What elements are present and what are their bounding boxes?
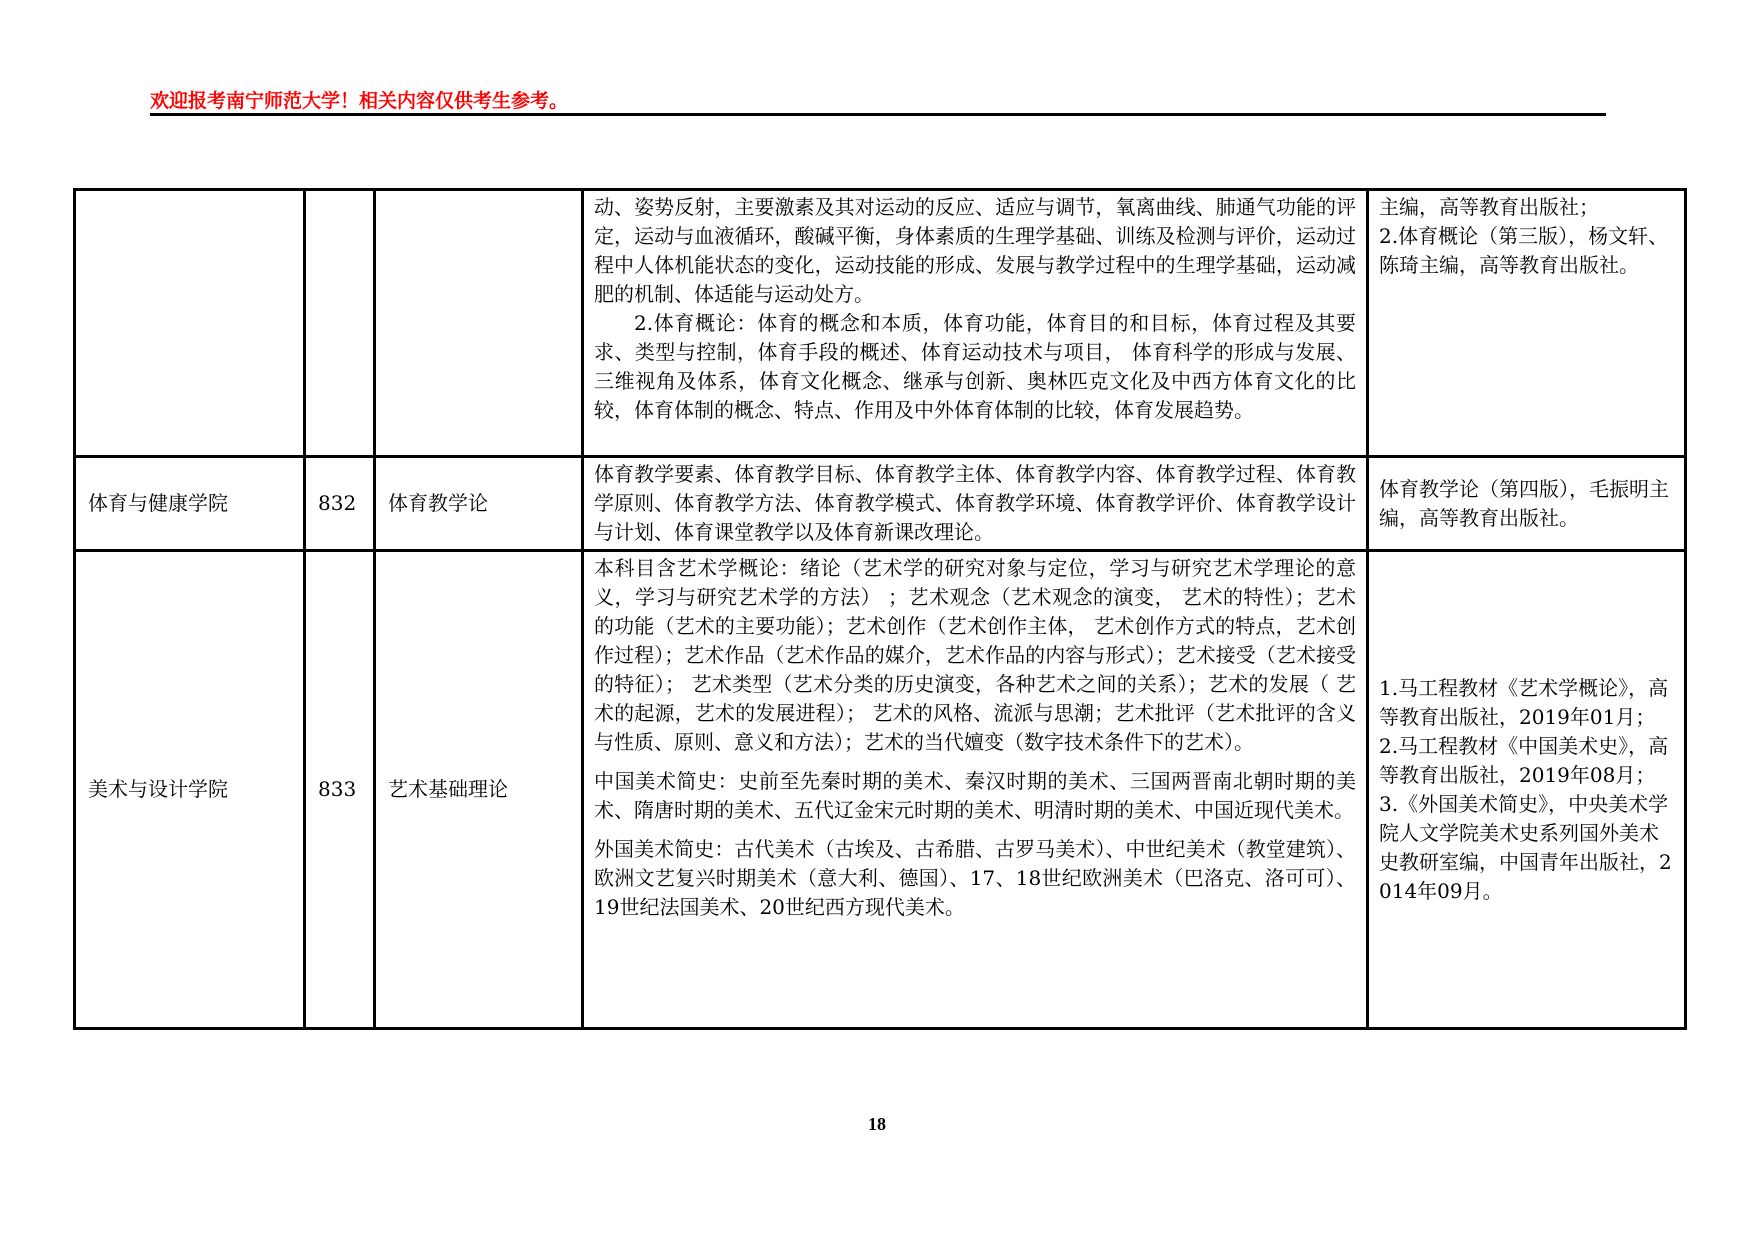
reference-books-cell [1368, 457, 1686, 551]
subject-code-cell: 832 [305, 457, 375, 551]
reference-item: 1.马工程教材《艺术学概论》，高等教育出版社，2019年01月； [1379, 675, 1669, 729]
college-cell [75, 190, 305, 457]
subject-name-cell [375, 190, 583, 457]
reference-item: 主编，高等教育出版社； [1379, 195, 1599, 219]
reference-books-cell [1368, 551, 1686, 1029]
subject-name-cell: 体育教学论 [375, 457, 583, 551]
header-divider [150, 113, 1606, 116]
exam-subjects-table [73, 188, 1687, 1030]
table-row [75, 551, 1686, 1029]
content-paragraph: 外国美术简史：古代美术（古埃及、古希腊、古罗马美术）、中世纪美术（教堂建筑）、欧洲文艺复兴时期美术（意大利、德国）、17、18世纪欧洲美术（巴洛克、洛可可）、19世纪法国美术、20世纪西方现代美术。 [594, 837, 1356, 919]
subject-code-cell: 833 [305, 551, 375, 1029]
college-cell: 美术与设计学院 [75, 551, 305, 1029]
admission-notice-header: 欢迎报考南宁师范大学！相关内容仅供考生参考。 [150, 90, 569, 112]
page-number: 18 [868, 1114, 886, 1134]
table-row [75, 190, 1686, 457]
reference-item: 2.马工程教材《中国美术史》，高等教育出版社，2019年08月； [1379, 733, 1669, 787]
reference-item: 2.体育概论（第三版），杨文轩、陈琦主编，高等教育出版社。 [1379, 224, 1669, 277]
reference-item: 3.《外国美术简史》，中央美术学院人文学院美术史系列国外美术史教研室编，中国青年出版社，2014年09月。 [1379, 791, 1672, 903]
subject-code-cell [305, 190, 375, 457]
table-row [75, 457, 1686, 551]
reference-books-cell [1368, 190, 1686, 457]
exam-content-cell [583, 551, 1368, 1029]
college-cell: 体育与健康学院 [75, 457, 305, 551]
content-paragraph: 2.体育概论：体育的概念和本质，体育功能，体育目的和目标，体育过程及其要求、类型与控制，体育手段的概述、体育运动技术与项目， 体育科学的形成与发展、三维视角及体系，体育文化概念、继承与创新、奥林匹克文化及中西方体育文化的比较，体育体制的概念、特点、作用及中外体育体制的比较，体育发展趋势。 [594, 311, 1356, 422]
content-paragraph: 动、姿势反射，主要激素及其对运动的反应、适应与调节，氧离曲线、肺通气功能的评定，运动与血液循环，酸碱平衡，身体素质的生理学基础、训练及检测与评价，运动过程中人体机能状态的变化，运动技能的形成、发展与教学过程中的生理学基础，运动减肥的机制、体适能与运动处方。 [594, 195, 1356, 306]
content-paragraph: 本科目含艺术学概论：绪论（艺术学的研究对象与定位，学习与研究艺术学理论的意义，学习与研究艺术学的方法） ；艺术观念（艺术观念的演变， 艺术的特性）；艺术的功能（艺术的主要功能）；艺术创作（艺术创作主体， 艺术创作方式的特点，艺术创作过程）；艺术作品（艺术作品的媒介，艺术作品的内容与形式）；艺术接受（艺术接受的特征）； 艺术类型（艺术分类的历史演变，各种艺术之间的关系）；艺术的发展（ 艺术的起源，艺术的发展进程）； 艺术的风格、流派与思潮；艺术批评（艺术批评的含义与性质、原则、意义和方法）；艺术的当代嬗变（数字技术条件下的艺术）。 [594, 556, 1356, 754]
content-paragraph: 中国美术简史：史前至先秦时期的美术、秦汉时期的美术、三国两晋南北朝时期的美术、隋唐时期的美术、五代辽金宋元时期的美术、明清时期的美术、中国近现代美术。 [594, 769, 1356, 822]
reference-item: 体育教学论（第四版），毛振明主编，高等教育出版社。 [1379, 476, 1669, 530]
subject-name-cell: 艺术基础理论 [375, 551, 583, 1029]
exam-content-cell [583, 457, 1368, 551]
exam-content-cell [583, 190, 1368, 457]
content-paragraph: 体育教学要素、体育教学目标、体育教学主体、体育教学内容、体育教学过程、体育教学原则、体育教学方法、体育教学模式、体育教学环境、体育教学评价、体育教学设计与计划、体育课堂教学以及体育新课改理论。 [594, 462, 1356, 544]
